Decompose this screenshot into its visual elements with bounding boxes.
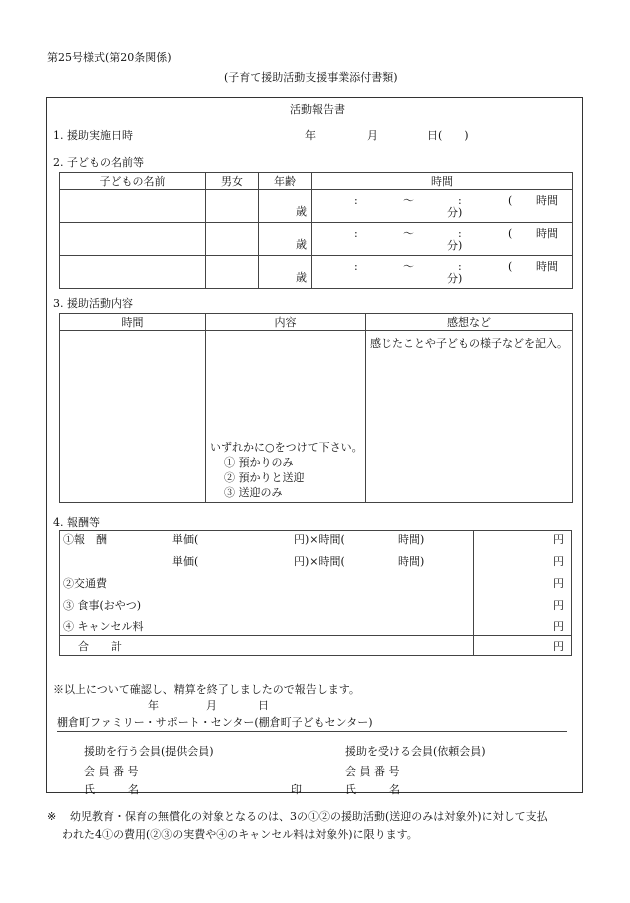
footnote-line2: われた4①の費用(②③の実費や④のキャンセル料は対象外)に限ります。 [62,828,418,841]
hours-close-label: 時間) [398,533,425,546]
age-unit: 歳 [296,238,307,251]
time-hours: 時間 [536,227,558,240]
time-open: ( [508,227,513,240]
footnote-mark: ※ [47,810,57,823]
section4-label: 4. 報酬等 [53,516,100,529]
provider-member-number-label: 会 員 番 号 [84,765,139,778]
section3-label: 3. 援助活動内容 [53,297,133,310]
impressions-cell[interactable] [366,331,573,503]
yen-label: 円 [553,577,564,590]
time-tilde: 〜 [403,194,414,207]
center-name: 棚倉町ファミリー・サポート・センター(棚倉町子どもセンター) [57,716,373,729]
option-care-only[interactable]: ① 預かりのみ [224,456,294,469]
col-child-name: 子どもの名前 [60,173,206,190]
table-row [60,223,573,256]
activity-time-cell[interactable] [60,331,206,503]
confirm-year-label: 年 [148,699,159,712]
receiver-member-number-label: 会 員 番 号 [345,765,400,778]
col-gender: 男女 [206,173,259,190]
receiver-member-title: 援助を受ける会員(依頼会員) [345,745,486,758]
age-unit: 歳 [296,271,307,284]
col-activity-content: 内容 [206,314,366,331]
table-row [60,256,573,289]
footnote-line1: 幼児教育・保育の無償化の対象となるのは、3の①②の援助活動(送迎のみは対象外)に対して支払 [70,810,548,823]
time-cell[interactable] [312,190,573,223]
unit-price-label: 単価( [172,555,199,568]
circle-instruction: いずれかに○をつけて下さい。 [210,441,363,454]
date-year-label: 年 [305,129,316,142]
time-tilde: 〜 [403,227,414,240]
age-cell[interactable] [259,190,312,223]
yen-label: 円 [553,620,564,633]
col-impressions: 感想など [366,314,573,331]
time-colon: : [354,227,358,240]
total-label: 合 計 [78,640,122,653]
age-cell[interactable] [259,256,312,289]
time-minutes: 分) [447,239,463,252]
child-name-cell[interactable] [60,256,206,289]
section2-label: 2. 子どもの名前等 [53,156,144,169]
unit-price-label: 単価( [172,533,199,546]
time-colon: : [458,227,462,240]
yen-label: 円 [553,599,564,612]
yen-times-hours-label: 円)×時間( [294,555,345,568]
center-underline [57,731,567,732]
gender-cell[interactable] [206,190,259,223]
seal-label: 印 [291,783,302,796]
time-cell[interactable] [312,223,573,256]
time-hours: 時間 [536,260,558,273]
yen-times-hours-label: 円)×時間( [294,533,345,546]
option-care-and-transport[interactable]: ② 預かりと送迎 [224,471,305,484]
cancel-label: ④ キャンセル料 [63,620,144,633]
time-colon: : [354,260,358,273]
transport-label: ②交通費 [63,577,107,590]
receiver-name-label: 氏 名 [345,783,400,796]
fee-column-divider [473,530,474,656]
time-hours: 時間 [536,194,558,207]
confirm-day-label: 日 [258,699,269,712]
report-title: 活動報告書 [290,103,345,116]
remuneration-label: ①報 酬 [63,533,107,546]
age-unit: 歳 [296,205,307,218]
form-number: 第25号様式(第20条関係) [47,51,172,64]
form-subtitle: (子育て援助活動支援事業添付書類) [224,71,398,84]
option-transport-only[interactable]: ③ 送迎のみ [224,486,283,499]
age-cell[interactable] [259,223,312,256]
children-table [59,172,573,289]
time-cell[interactable] [312,256,573,289]
table-row [60,331,573,503]
hours-close-label: 時間) [398,555,425,568]
yen-label: 円 [553,555,564,568]
col-activity-time: 時間 [60,314,206,331]
provider-name-label: 氏 名 [84,783,139,796]
total-divider [59,635,572,636]
meal-label: ③ 食事(おやつ) [63,599,142,612]
activity-content-cell[interactable] [206,331,366,503]
confirmation-statement: ※以上について確認し、精算を終了しましたので報告します。 [53,683,360,696]
child-name-cell[interactable] [60,190,206,223]
col-age: 年齢 [259,173,312,190]
time-colon: : [354,194,358,207]
provider-member-title: 援助を行う会員(提供会員) [84,745,214,758]
child-name-cell[interactable] [60,223,206,256]
gender-cell[interactable] [206,256,259,289]
time-tilde: 〜 [403,260,414,273]
time-colon: : [458,194,462,207]
time-minutes: 分) [447,272,463,285]
table-row [60,190,573,223]
confirm-month-label: 月 [206,699,217,712]
yen-label: 円 [553,533,564,546]
date-day-label: 日( ) [427,129,469,142]
fee-table [59,530,572,656]
yen-label: 円 [553,640,564,653]
gender-cell[interactable] [206,223,259,256]
impression-hint: 感じたことや子どもの様子などを記入。 [370,337,568,350]
time-colon: : [458,260,462,273]
date-month-label: 月 [367,129,378,142]
time-minutes: 分) [447,206,463,219]
activity-table [59,313,573,503]
time-open: ( [508,194,513,207]
col-time: 時間 [312,173,573,190]
section1-label: 1. 援助実施日時 [53,129,133,142]
time-open: ( [508,260,513,273]
